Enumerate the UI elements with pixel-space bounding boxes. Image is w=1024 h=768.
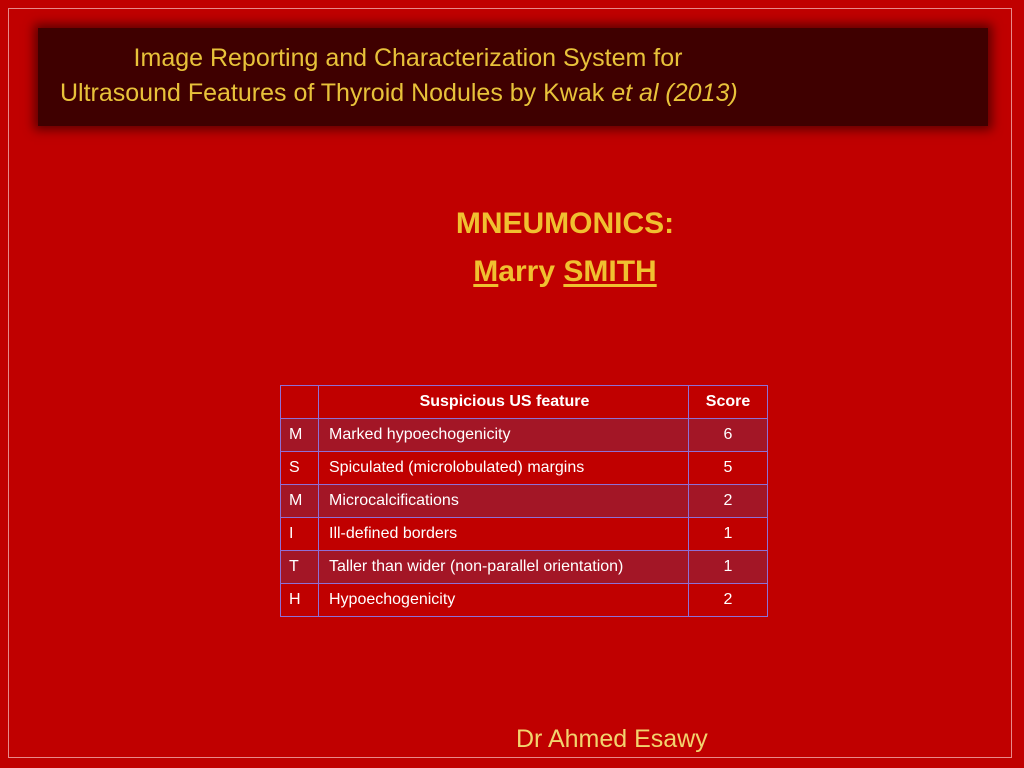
row-score: 1: [689, 551, 768, 584]
mnemonic-first-letter: M: [473, 255, 499, 288]
header-feature: Suspicious US feature: [319, 386, 689, 419]
row-letter: H: [281, 584, 319, 617]
row-score: 1: [689, 518, 768, 551]
row-feature: Ill-defined borders: [319, 518, 689, 551]
row-feature: Hypoechogenicity: [319, 584, 689, 617]
row-score: 5: [689, 452, 768, 485]
title-line-2-main: Ultrasound Features of Thyroid Nodules by Kwak: [60, 79, 612, 107]
table-row: [281, 551, 768, 584]
mnemonic-name-rest: arry: [498, 255, 564, 288]
features-table: [280, 385, 768, 617]
row-score: 2: [689, 485, 768, 518]
title-line-2: [60, 78, 738, 108]
row-feature: Microcalcifications: [319, 485, 689, 518]
title-line-2-italic: et al (2013): [611, 79, 738, 107]
title-line-1: Image Reporting and Characterization System for: [133, 44, 683, 72]
row-score: 2: [689, 584, 768, 617]
row-letter: M: [281, 419, 319, 452]
table-row: [281, 518, 768, 551]
table-row: [281, 485, 768, 518]
mnemonic-heading: MNEUMONICS:: [455, 207, 675, 240]
row-letter: I: [281, 518, 319, 551]
header-letter: [281, 386, 319, 419]
row-feature: Taller than wider (non-parallel orientation): [319, 551, 689, 584]
row-score: 6: [689, 419, 768, 452]
table-row: [281, 584, 768, 617]
row-feature: Spiculated (microlobulated) margins: [319, 452, 689, 485]
mnemonic-last-name: SMITH: [563, 255, 657, 288]
table-header-row: [281, 386, 768, 419]
mnemonic-name: [400, 253, 730, 291]
row-letter: M: [281, 485, 319, 518]
row-feature: Marked hypoechogenicity: [319, 419, 689, 452]
row-letter: S: [281, 452, 319, 485]
table-row: [281, 452, 768, 485]
title-bar: [38, 28, 988, 126]
author-credit: Dr Ahmed Esawy: [516, 725, 708, 753]
table-row: [281, 419, 768, 452]
row-letter: T: [281, 551, 319, 584]
mnemonic-block: [400, 205, 730, 291]
header-score: Score: [689, 386, 768, 419]
